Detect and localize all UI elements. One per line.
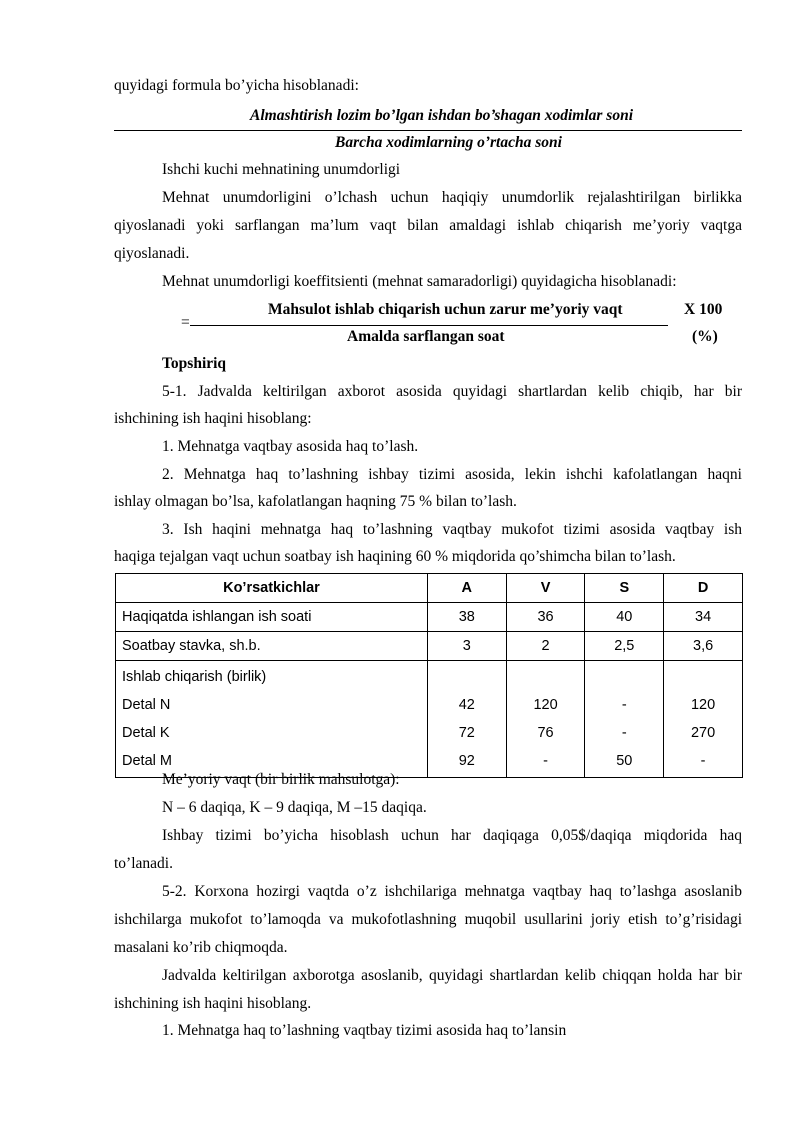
cell-d: 3,6 [664, 632, 743, 661]
cell-d [670, 663, 736, 691]
task1-item2-line2: ishlay olmagan bo’lsa, kafolatlangan haqning 75 % bilan to’lash. [114, 493, 517, 510]
formula2-multiplier: X 100 [684, 301, 723, 318]
paragraph-measurement-line2: qiyoslanadi yoki sarflangan ma’lum vaqt bilan amaldagi ishlab chiqarish me’yoriy vaqtga [114, 217, 742, 234]
task1-line2: ishchining ish haqini hisoblang: [114, 410, 312, 427]
cell-d: 120 [690, 697, 716, 713]
header-indicators: Ko’rsatkichlar [116, 574, 428, 603]
cell-d: - [700, 753, 706, 769]
formula2-unit: (%) [692, 328, 718, 345]
formula2-fraction-line [190, 325, 668, 326]
table-header-row [116, 574, 743, 603]
paragraph-measurement-line1: Mehnat unumdorligini o’lchash uchun haqiqiy unumdorlik rejalashtirilgan birlikka [162, 189, 742, 206]
header-a: A [427, 574, 506, 603]
piece-rate-line2: to’lanadi. [114, 855, 173, 872]
cell-d: 34 [664, 603, 743, 632]
task2-instruction-line1: Jadvalda keltirilgan axborotga asoslanib, quyidagi shartlardan kelib chiqqan holda har bir [162, 967, 742, 984]
cell-a [434, 663, 500, 691]
paragraph-coefficient: Mehnat unumdorligi koeffitsienti (mehnat samaradorligi) quyidagicha hisoblanadi: [162, 273, 677, 290]
table-row [116, 632, 743, 661]
cell-v: - [543, 753, 548, 769]
table-row [116, 661, 743, 778]
cell-s: 40 [585, 603, 664, 632]
cell-s: 2,5 [585, 632, 664, 661]
cell-s: 50 [616, 753, 633, 769]
cell-v: 2 [506, 632, 585, 661]
formula2-numerator: Mahsulot ishlab chiqarish uchun zarur me’yoriy vaqt [268, 301, 623, 318]
task1-item1: 1. Mehnatga vaqtbay asosida haq to’lash. [162, 438, 419, 455]
task1-item3-line2: haqiga tejalgan vaqt uchun soatbay ish haqining 60 % miqdorida qo’shimcha bilan to’lash. [114, 548, 676, 565]
task1-item3-line1: 3. Ish haqini mehnatga haq to’lashning vaqtbay mukofot tizimi asosida vaqtbay ish [162, 521, 742, 538]
cell-a: 92 [458, 753, 475, 769]
row-label: Detal K [122, 725, 170, 741]
row-label: Detal N [122, 697, 171, 713]
row-label-group [116, 661, 428, 778]
cell-a: 38 [427, 603, 506, 632]
formula1-fraction-line [114, 130, 742, 131]
formula1-denominator: Barcha xodimlarning o’rtacha soni [335, 134, 562, 151]
cell-v-group [506, 661, 585, 778]
header-v: V [506, 574, 585, 603]
norm-time-values: N – 6 daqiqa, K – 9 daqiqa, M –15 daqiqa. [162, 799, 427, 816]
paragraph-labor-productivity: Ishchi kuchi mehnatining unumdorligi [162, 161, 401, 178]
row-label: Detal M [122, 753, 172, 769]
cell-v: 76 [537, 725, 554, 741]
formula2-equals: = [181, 314, 190, 331]
formula2-denominator: Amalda sarflangan soat [347, 328, 505, 345]
formula1-numerator: Almashtirish lozim bo’lgan ishdan bo’shagan xodimlar soni [250, 107, 634, 124]
cell-s [591, 663, 657, 691]
table-row [116, 603, 743, 632]
cell-a-group [427, 661, 506, 778]
norm-time-heading: Me’yoriy vaqt (bir birlik mahsulotga): [162, 771, 400, 788]
task2-instruction-line2: ishchining ish haqini hisoblang. [114, 995, 312, 1012]
task1-item2-line1: 2. Mehnatga haq to’lashning ishbay tizimi asosida, lekin ishchi kafolatlangan haqni [162, 466, 742, 483]
row-label: Ishlab chiqarish (birlik) [122, 669, 267, 685]
cell-s-group [585, 661, 664, 778]
cell-v: 36 [506, 603, 585, 632]
cell-v [513, 663, 579, 691]
header-d: D [664, 574, 743, 603]
row-label: Soatbay stavka, sh.b. [116, 632, 428, 661]
cell-a: 3 [427, 632, 506, 661]
cell-a: 42 [458, 697, 475, 713]
cell-d-group [664, 661, 743, 778]
piece-rate-line1: Ishbay tizimi bo’yicha hisoblash uchun har daqiqaga 0,05$/daqiqa miqdorida haq [162, 827, 742, 844]
task2-line3: masalani ko’rib chiqmoqda. [114, 939, 288, 956]
task-heading: Topshiriq [162, 355, 227, 372]
cell-v: 120 [533, 697, 558, 713]
cell-s: - [621, 725, 627, 741]
paragraph-measurement-line3: qiyoslanadi. [114, 245, 190, 262]
header-s: S [585, 574, 664, 603]
task1-line1: 5-1. Jadvalda keltirilgan axborot asosida quyidagi shartlardan kelib chiqib, har bir [162, 383, 742, 400]
workers-table [115, 573, 743, 778]
task2-line1: 5-2. Korxona hozirgi vaqtda o’z ishchilariga mehnatga vaqtbay haq to’lashga asoslanib [162, 883, 742, 900]
task2-line2: ishchilarga mukofot to’lamoqda va mukofotlashning muqobil usullarini joriy etish to’g’risidagi [114, 911, 742, 928]
row-label: Haqiqatda ishlangan ish soati [116, 603, 428, 632]
cell-d: 270 [690, 725, 716, 741]
intro-line: quyidagi formula bo’yicha hisoblanadi: [114, 77, 359, 94]
cell-s: - [621, 697, 627, 713]
task2-item1: 1. Mehnatga haq to’lashning vaqtbay tizimi asosida haq to’lansin [162, 1022, 567, 1039]
cell-a: 72 [458, 725, 475, 741]
